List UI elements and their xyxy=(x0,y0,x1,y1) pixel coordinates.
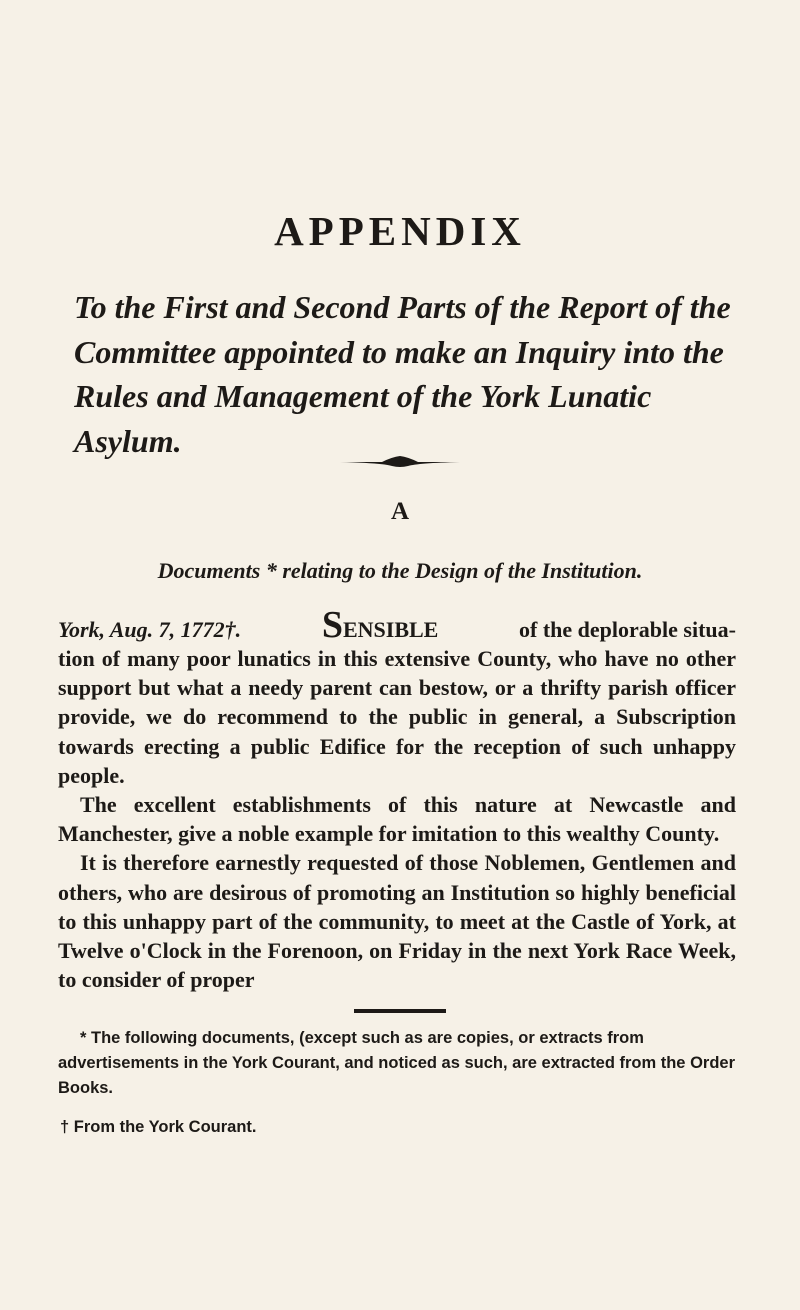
opening-word xyxy=(321,603,439,646)
ornament-rule-icon xyxy=(340,454,460,470)
opening-word-rest: ENSIBLE xyxy=(342,616,439,642)
section-caption: Documents * relating to the Design of the Institution. xyxy=(157,558,643,583)
paragraph-3: It is therefore earnestly requested of those Noblemen, Gentlemen and others, who are desirous of promoting an Institution so highly beneficial to this unhappy part of the community, to meet at the Castle of York, at Twelve o'Clock in the Forenoon, on Friday in the next York Race Week, to consider of proper xyxy=(58,850,736,993)
paragraph-1: tion of many poor lunatics in this extensive County, who have no other support but what a needy parent can bestow, or a thrifty parish officer provide, we do recommend to the public in general, a Subscription towards erecting a public Edifice for the reception of such unhappy people. xyxy=(58,646,736,788)
first-line xyxy=(58,603,736,646)
section-letter: A xyxy=(390,498,410,525)
appendix-subtitle: To the First and Second Parts of the Report of the Committee appointed to make an Inquiry into the Rules and Management of the York Lunatic Asylum. xyxy=(74,289,731,459)
first-line-rest: of the deplorable situa- xyxy=(519,616,736,642)
footnotes xyxy=(58,1026,736,1140)
body-text xyxy=(58,603,736,994)
footnote-divider xyxy=(354,1009,446,1013)
footnote-2: † From the York Courant. xyxy=(60,1118,257,1136)
paragraph-2: The excellent establishments of this nature at Newcastle and Manchester, give a noble example for imitation to this wealthy County. xyxy=(58,792,736,847)
dateline: York, Aug. 7, 1772†. xyxy=(58,616,242,642)
drop-cap: S xyxy=(321,603,343,646)
appendix-heading: APPENDIX xyxy=(274,208,526,254)
footnote-1: * The following documents, (except such as are copies, or extracts from advertisements in the York Courant, and noticed as such, are extracted from the Order Books. xyxy=(58,1029,735,1097)
